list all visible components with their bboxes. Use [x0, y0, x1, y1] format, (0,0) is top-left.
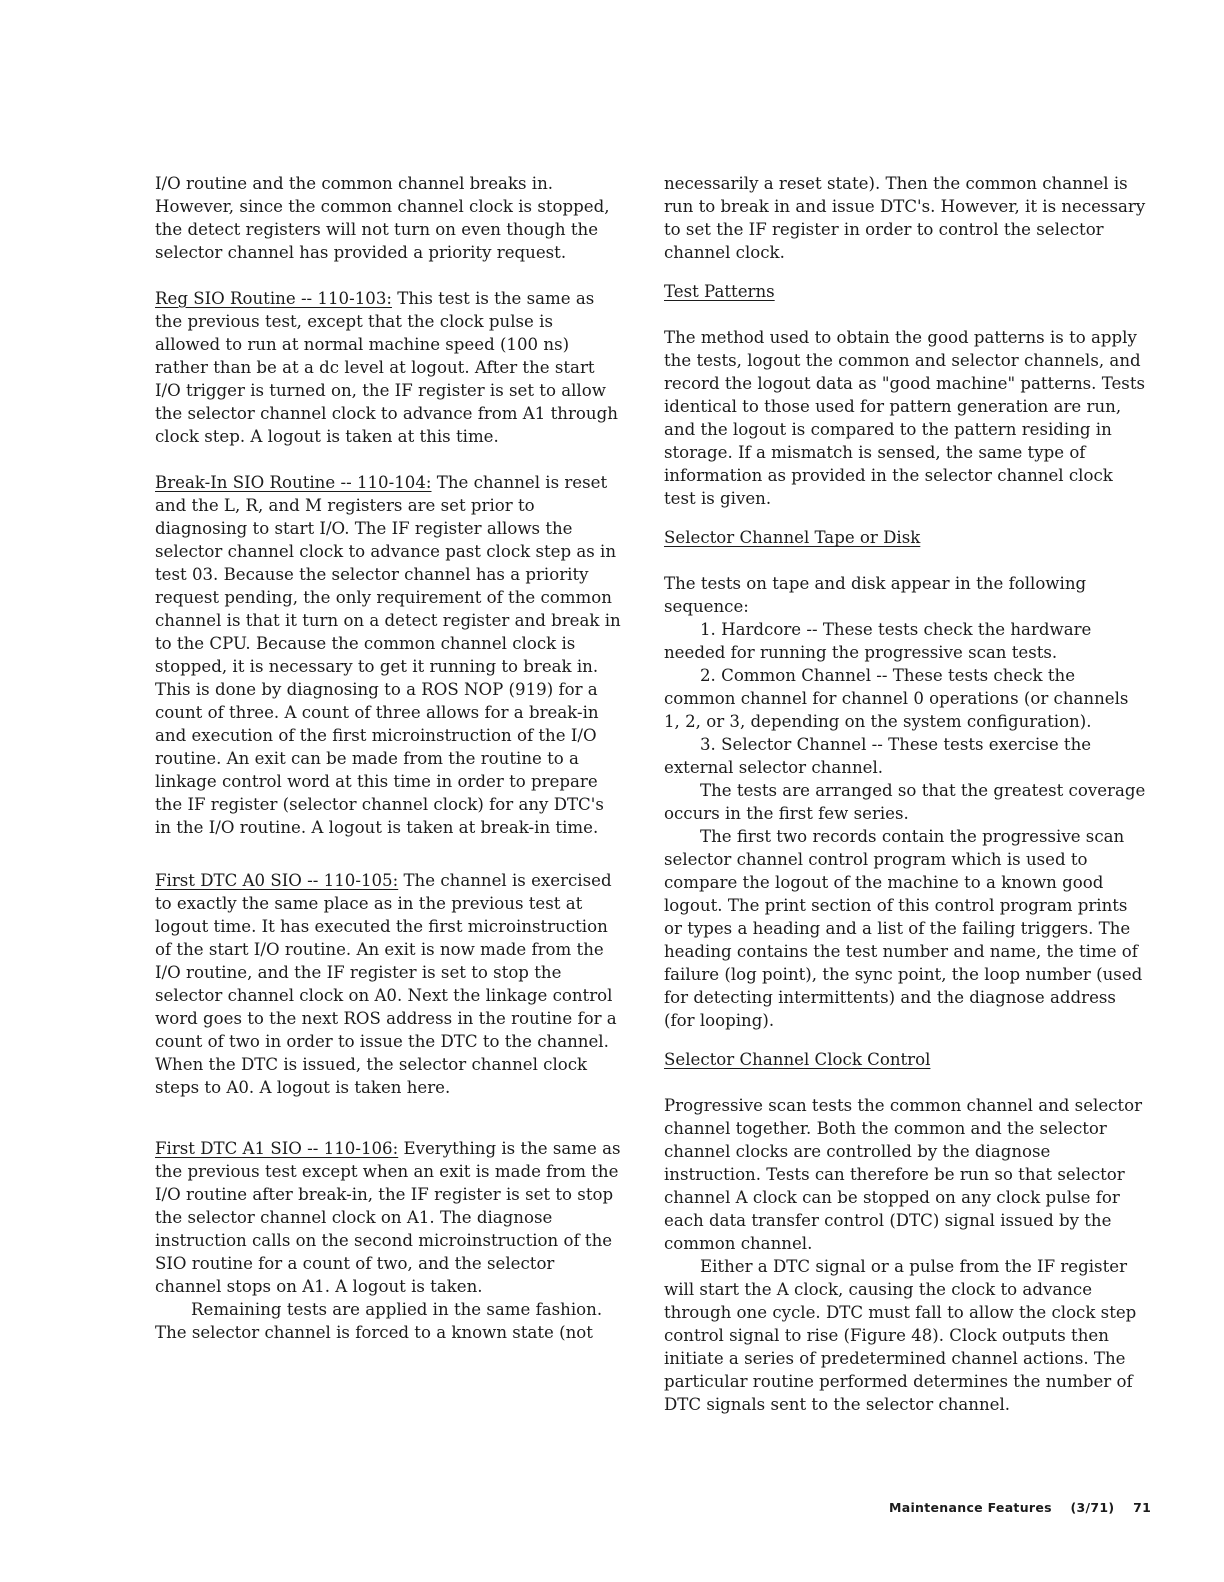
left-column: [155, 172, 623, 1344]
section-title: First DTC A0 SIO -- 110-105:: [155, 871, 399, 890]
footer-section: Maintenance Features: [889, 1500, 1052, 1515]
section-body: Everything is the same as the previous test except when an exit is made from the I/O routine after break-in, the IF register is set to stop the selector channel clock on A1. The diagnose instruction calls on the second microinstruction of the SIO routine for a count of two, and the selector channel stops on A1. A logout is taken.: [155, 1139, 621, 1296]
paragraph: The method used to obtain the good patterns is to apply the tests, logout the common and selector channels, and record the logout data as "good machine" patterns. Tests identical to those used for pattern generation are run, and the logout is compared to the pattern residing in storage. If a mismatch is sensed, the same type of information as provided in the selector channel clock test is given.: [664, 328, 1146, 508]
list-item: 3. Selector Channel -- These tests exercise the external selector channel.: [664, 735, 1092, 777]
list-item: 1. Hardcore -- These tests check the hardware needed for running the progressive scan tests.: [664, 620, 1092, 662]
section-body: The channel is exercised to exactly the same place as in the previous test at logout time. It has executed the first microinstruction of the start I/O routine. An exit is now made from the I/O routine, and the IF register is set to stop the selector channel clock on A0. Next the linkage control word goes to the next ROS address in the routine for a count of two in order to issue the DTC to the channel. When the DTC is issued, the selector channel clock steps to A0. A logout is taken here.: [155, 871, 617, 1097]
page-footer: [889, 1500, 1165, 1515]
heading-selector-channel-clock-control: Selector Channel Clock Control: [664, 1050, 931, 1069]
list-item: 2. Common Channel -- These tests check the common channel for channel 0 operations (or channels 1, 2, or 3, depending on the system configuration).: [664, 666, 1129, 731]
heading-selector-channel-tape-disk: Selector Channel Tape or Disk: [664, 528, 921, 547]
paragraph: The tests on tape and disk appear in the following sequence:: [664, 574, 1087, 616]
section-first-dtc-a1: [155, 1137, 623, 1298]
footer-date: (3/71): [1070, 1500, 1115, 1515]
paragraph: necessarily a reset state). Then the common channel is run to break in and issue DTC's. However, it is necessary to set the IF register in order to control the selector channel clock.: [664, 174, 1146, 262]
section-title: Break-In SIO Routine -- 110-104:: [155, 473, 432, 492]
section-title: Reg SIO Routine -- 110-103:: [155, 289, 392, 308]
right-column: [664, 172, 1146, 1416]
paragraph: The tests are arranged so that the greatest coverage occurs in the first few series.: [664, 781, 1146, 823]
paragraph: Either a DTC signal or a pulse from the IF register will start the A clock, causing the clock to advance through one cycle. DTC must fall to allow the clock step control signal to rise (Figure 48). Clock outputs then initiate a series of predetermined channel actions. The particular routine performed determines the number of DTC signals sent to the selector channel.: [664, 1257, 1137, 1414]
paragraph: Progressive scan tests the common channel and selector channel together. Both the common and the selector channel clocks are controlled by the diagnose instruction. Tests can therefore be run so that selector channel A clock can be stopped on any clock pulse for each data transfer control (DTC) signal issued by the common channel.: [664, 1096, 1143, 1253]
section-body: This test is the same as the previous test, except that the clock pulse is allowed to run at normal machine speed (100 ns) rather than be at a dc level at logout. After the start I/O trigger is turned on, the IF register is set to allow the selector channel clock to advance from A1 through clock step. A logout is taken at this time.: [155, 289, 618, 446]
section-first-dtc-a0: [155, 869, 623, 1099]
section-title: First DTC A1 SIO -- 110-106:: [155, 1139, 399, 1158]
section-reg-sio: [155, 287, 623, 448]
paragraph: Remaining tests are applied in the same fashion. The selector channel is forced to a known state (not: [155, 1300, 603, 1342]
section-break-in-sio: [155, 471, 623, 839]
paragraph: I/O routine and the common channel breaks in. However, since the common channel clock is stopped, the detect registers will not turn on even though the selector channel has provided a priority request.: [155, 174, 610, 262]
paragraph: The first two records contain the progressive scan selector channel control program which is used to compare the logout of the machine to a known good logout. The print section of this control program prints or types a heading and a list of the failing triggers. The heading contains the test number and name, the time of failure (log point), the sync point, the loop number (used for detecting intermittents) and the diagnose address (for looping).: [664, 827, 1143, 1030]
heading-test-patterns: Test Patterns: [664, 282, 775, 301]
section-body: The channel is reset and the L, R, and M registers are set prior to diagnosing to start I/O. The IF register allows the selector channel clock to advance past clock step as in test 03. Because the selector channel has a priority request pending, the only requirement of the common channel is that it turn on a detect register and break in to the CPU. Because the common channel clock is stopped, it is necessary to get it running to break in. This is done by diagnosing to a ROS NOP (919) for a count of three. A count of three allows for a break-in and execution of the first microinstruction of the I/O routine. An exit can be made from the routine to a linkage control word at this time in order to prepare the IF register (selector channel clock) for any DTC's in the I/O routine. A logout is taken at break-in time.: [155, 473, 621, 837]
page-number: 71: [1133, 1500, 1152, 1515]
